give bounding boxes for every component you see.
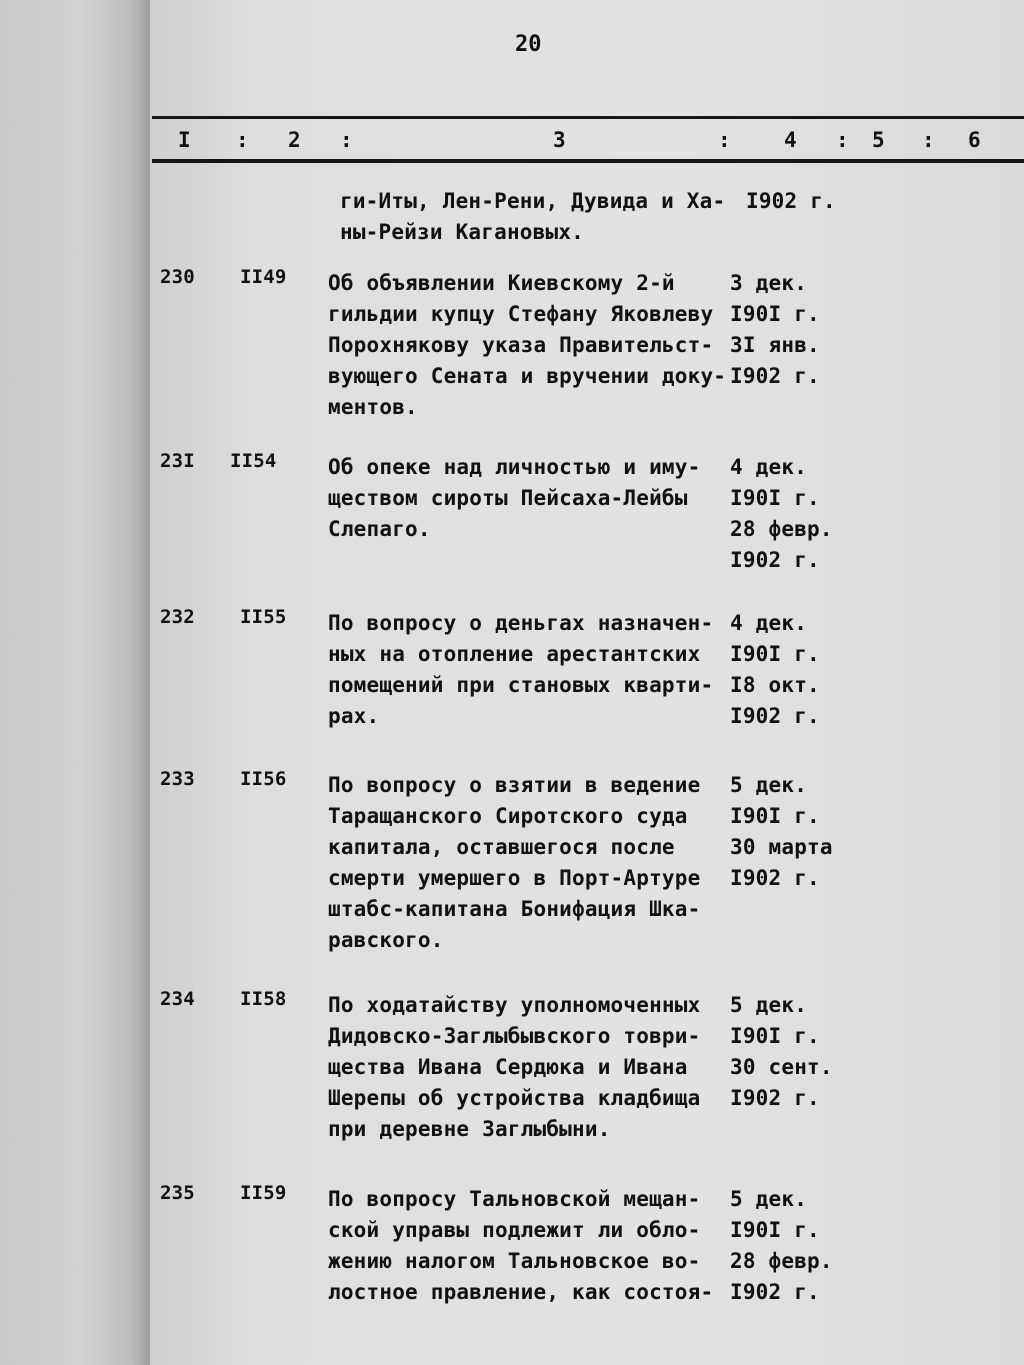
entry-number: 234	[160, 988, 195, 1010]
entry-number: 23I	[160, 450, 195, 472]
entry-date-line: I90I г.	[730, 804, 820, 828]
entry-description-line: Таращанского Сиротского суда	[328, 804, 688, 828]
entry-description-line: ществом сироты Пейсаха-Лейбы	[328, 486, 688, 510]
entry-number: 235	[160, 1182, 195, 1204]
entry-file-code: II58	[240, 988, 287, 1010]
entry-file-code: II55	[240, 606, 287, 628]
entry-date-line: I90I г.	[730, 1218, 820, 1242]
entry-date-line: 3I янв.	[730, 333, 820, 357]
entry-file-code: II49	[240, 266, 287, 288]
column-header-3: 3	[553, 128, 566, 152]
entry-description-line: ны-Рейзи Кагановых.	[340, 220, 585, 244]
entry-date-line: 5 дек.	[730, 773, 808, 797]
column-header-2: 2	[288, 128, 301, 152]
entry-number: 230	[160, 266, 195, 288]
entry-date-line: I902 г.	[730, 1086, 820, 1110]
entry-description-line: ги-Иты, Лен-Рени, Дувида и Ха-	[340, 189, 726, 213]
entry-description-line: Об опеке над личностью и иму-	[328, 455, 701, 479]
entry-description-line: Порохнякову указа Правительст-	[328, 333, 714, 357]
column-header-sep: :	[236, 128, 249, 152]
entry-number: 232	[160, 606, 195, 628]
column-header-1: I	[178, 128, 191, 152]
entry-date-line: I902 г.	[730, 1280, 820, 1304]
entry-description-line: при деревне Заглыбыни.	[328, 1117, 611, 1141]
left-page-edge	[0, 0, 150, 1365]
entry-date-line: 30 сент.	[730, 1055, 833, 1079]
entry-description-line: Слепаго.	[328, 517, 431, 541]
entry-description-line: По ходатайству уполномоченных	[328, 993, 701, 1017]
entry-description-line: Об объявлении Киевскому 2-й	[328, 271, 675, 295]
entry-description-line: гильдии купцу Стефану Яковлеву	[328, 302, 714, 326]
entry-description-line: лостное правление, как состоя-	[328, 1280, 714, 1304]
entry-date-line: 5 дек.	[730, 1187, 808, 1211]
entry-description-line: ных на отопление арестантских	[328, 642, 701, 666]
entry-description-line: Шерепы об устройства кладбища	[328, 1086, 701, 1110]
column-header-sep: :	[718, 128, 731, 152]
entry-date-line: I90I г.	[730, 486, 820, 510]
entry-description-line: рах.	[328, 704, 380, 728]
entry-description-line: штабс-капитана Бонифация Шка-	[328, 897, 701, 921]
entry-date-line: 5 дек.	[730, 993, 808, 1017]
entry-description-line: ской управы подлежит ли обло-	[328, 1218, 701, 1242]
entry-date-line: I902 г.	[746, 189, 836, 213]
entry-description-line: капитала, оставшегося после	[328, 835, 675, 859]
entry-description-line: ментов.	[328, 395, 418, 419]
entry-date-line: I902 г.	[730, 364, 820, 388]
column-header-6: 6	[968, 128, 981, 152]
entry-date-line: I90I г.	[730, 642, 820, 666]
entry-file-code: II59	[240, 1182, 287, 1204]
entry-date-line: 30 марта	[730, 835, 833, 859]
entry-date-line: 4 дек.	[730, 455, 808, 479]
entry-date-line: I902 г.	[730, 866, 820, 890]
entry-description-line: вующего Сената и вручении доку-	[328, 364, 727, 388]
header-rule-bottom	[152, 159, 1024, 163]
entry-date-line: 28 февр.	[730, 517, 833, 541]
entry-date-line: I90I г.	[730, 302, 820, 326]
entry-file-code: II54	[230, 450, 277, 472]
column-header-4: 4	[784, 128, 797, 152]
entry-description-line: смерти умершего в Порт-Артуре	[328, 866, 701, 890]
header-rule-top	[152, 116, 1024, 119]
page-number: 20	[515, 32, 542, 57]
entry-description-line: жению налогом Тальновское во-	[328, 1249, 701, 1273]
entry-number: 233	[160, 768, 195, 790]
entry-description-line: По вопросу о взятии в ведение	[328, 773, 701, 797]
entry-date-line: 28 февр.	[730, 1249, 833, 1273]
entry-description-line: Дидовско-Заглыбывского товри-	[328, 1024, 701, 1048]
column-header-5: 5	[872, 128, 885, 152]
entry-date-line: 3 дек.	[730, 271, 808, 295]
entry-date-line: I90I г.	[730, 1024, 820, 1048]
entry-description-line: По вопросу Тальновской мещан-	[328, 1187, 701, 1211]
column-header-sep: :	[340, 128, 353, 152]
entry-date-line: I8 окт.	[730, 673, 820, 697]
entry-description-line: щества Ивана Сердюка и Ивана	[328, 1055, 688, 1079]
entry-date-line: I902 г.	[730, 548, 820, 572]
entry-description-line: равского.	[328, 928, 444, 952]
entry-description-line: По вопросу о деньгах назначен-	[328, 611, 714, 635]
entry-date-line: 4 дек.	[730, 611, 808, 635]
entry-file-code: II56	[240, 768, 287, 790]
entry-description-line: помещений при становых кварти-	[328, 673, 714, 697]
entry-date-line: I902 г.	[730, 704, 820, 728]
column-header-sep: :	[836, 128, 849, 152]
column-header-sep: :	[922, 128, 935, 152]
